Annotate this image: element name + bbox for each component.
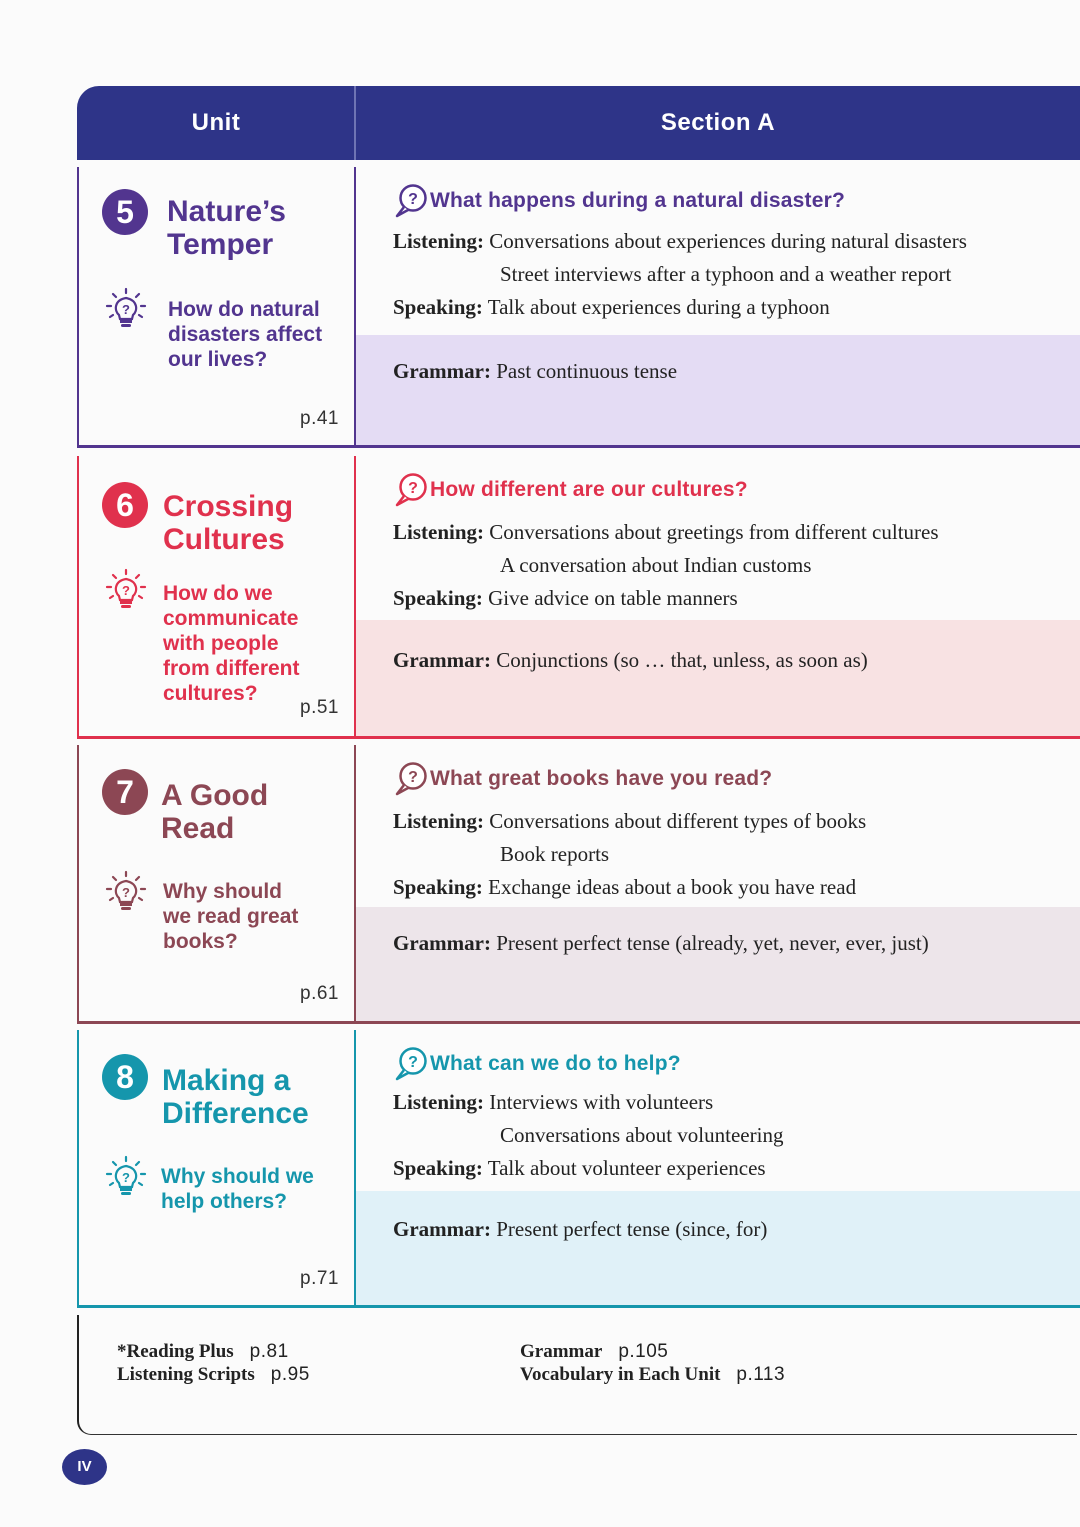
svg-text:?: ?: [122, 1170, 130, 1185]
grammar-label: Grammar:: [393, 648, 491, 672]
listening-label: Listening:: [393, 809, 485, 833]
unit-info-cell: [77, 167, 355, 448]
listening-item: Interviews with volunteers: [489, 1090, 714, 1114]
big-question: How do we communicate with people from different cultures?: [163, 582, 300, 705]
appendix-box: [77, 1315, 1077, 1435]
unit-number-badge: 5: [102, 189, 148, 235]
vocabulary-label: Vocabulary in Each Unit: [520, 1364, 721, 1385]
section-question-text: What great books have you read?: [430, 767, 773, 790]
table-header: [77, 86, 1080, 160]
grammar-band: [356, 620, 1080, 736]
big-question: Why should we help others?: [161, 1165, 314, 1213]
section-a-cell: [356, 456, 1080, 739]
section-question-text: What can we do to help?: [430, 1052, 681, 1075]
section-a-cell: [356, 1030, 1080, 1308]
row-bottom-border: [77, 1021, 1080, 1024]
listening-line-2: [393, 838, 866, 871]
reading-plus-entry: [117, 1341, 289, 1363]
grammar-value: Past continuous tense: [496, 359, 678, 383]
svg-text:?: ?: [122, 583, 130, 598]
grammar-value: Conjunctions (so … that, unless, as soon as): [496, 648, 868, 672]
unit-title: Crossing Cultures: [163, 490, 294, 556]
question-bubble-icon: [394, 472, 428, 508]
grammar-band: [356, 335, 1080, 445]
unit-number-badge: 7: [102, 769, 148, 815]
svg-text:?: ?: [408, 480, 418, 497]
row-bottom-border: [77, 445, 1080, 448]
listening-line: [393, 225, 967, 258]
svg-text:?: ?: [408, 769, 418, 786]
section-a-cell: [356, 167, 1080, 448]
svg-text:?: ?: [122, 885, 130, 900]
section-a-column-header: Section A: [660, 109, 776, 136]
unit-number-badge: 8: [102, 1054, 148, 1100]
unit-info-cell: [77, 745, 355, 1024]
unit-title: A Good Read: [161, 779, 269, 845]
skills-list: [393, 225, 967, 324]
unit-page-ref: p.61: [300, 983, 339, 1004]
unit-row-6: [77, 456, 1080, 739]
listening-scripts-page: p.95: [270, 1364, 310, 1385]
speaking-item: Give advice on table manners: [488, 586, 738, 610]
listening-line-2: [393, 1119, 783, 1152]
listening-scripts-entry: [117, 1364, 310, 1386]
grammar-entry: [520, 1341, 668, 1363]
lightbulb-question-icon: [105, 287, 147, 329]
unit-page-ref: p.71: [300, 1268, 339, 1289]
listening-line-2: [393, 549, 939, 582]
grammar-page: p.105: [618, 1341, 669, 1362]
listening-item: Conversations about different types of books: [489, 809, 867, 833]
skills-list: [393, 516, 939, 615]
speaking-label: Speaking:: [393, 586, 483, 610]
unit-title: Nature’s Temper: [167, 195, 286, 261]
row-bottom-border: [77, 1305, 1080, 1308]
listening-item: A conversation about Indian customs: [500, 553, 812, 577]
unit-row-5: [77, 167, 1080, 448]
big-question: How do natural disasters affect our lives?: [168, 298, 323, 371]
svg-text:?: ?: [122, 302, 130, 317]
unit-row-7: [77, 745, 1080, 1024]
row-bottom-border: [77, 736, 1080, 739]
grammar-line: [393, 931, 929, 956]
reading-plus-page: p.81: [249, 1341, 289, 1362]
speaking-item: Talk about experiences during a typhoon: [487, 295, 830, 319]
grammar-band: [356, 1191, 1080, 1305]
grammar-label: Grammar: [520, 1341, 603, 1362]
svg-text:?: ?: [408, 1054, 418, 1071]
speaking-line: [393, 291, 967, 324]
grammar-line: [393, 1217, 767, 1242]
speaking-line: [393, 1152, 783, 1185]
unit-info-cell: [77, 1030, 355, 1308]
listening-item: Conversations about volunteering: [500, 1123, 784, 1147]
listening-line: [393, 805, 866, 838]
listening-item: Conversations about experiences during natural disasters: [489, 229, 967, 253]
unit-number-badge: 6: [102, 482, 148, 528]
grammar-value: Present perfect tense (already, yet, never, ever, just): [496, 931, 929, 955]
section-question: [394, 183, 845, 219]
section-question: [394, 1046, 681, 1082]
grammar-band: [356, 907, 1080, 1021]
unit-title: Making a Difference: [162, 1064, 309, 1130]
speaking-line: [393, 582, 939, 615]
question-bubble-icon: [394, 761, 428, 797]
speaking-label: Speaking:: [393, 875, 483, 899]
section-question-text: What happens during a natural disaster?: [430, 189, 846, 212]
listening-line: [393, 1086, 783, 1119]
unit-info-cell: [77, 456, 355, 739]
section-question: [394, 472, 748, 508]
lightbulb-question-icon: [105, 870, 147, 912]
listening-label: Listening:: [393, 520, 485, 544]
vocabulary-page: p.113: [736, 1364, 786, 1385]
speaking-label: Speaking:: [393, 1156, 483, 1180]
svg-text:?: ?: [408, 191, 418, 208]
speaking-item: Exchange ideas about a book you have read: [488, 875, 857, 899]
listening-item: Conversations about greetings from different cultures: [489, 520, 939, 544]
big-question: Why should we read great books?: [163, 880, 299, 953]
speaking-label: Speaking:: [393, 295, 483, 319]
skills-list: [393, 1086, 783, 1185]
lightbulb-question-icon: [105, 568, 147, 610]
listening-item: Street interviews after a typhoon and a weather report: [500, 262, 952, 286]
section-question: [394, 761, 772, 797]
reading-plus-label: *Reading Plus: [117, 1341, 234, 1362]
unit-column-header: Unit: [191, 109, 241, 136]
question-bubble-icon: [394, 183, 428, 219]
grammar-label: Grammar:: [393, 359, 491, 383]
lightbulb-question-icon: [105, 1155, 147, 1197]
section-question-text: How different are our cultures?: [430, 478, 748, 501]
listening-scripts-label: Listening Scripts: [117, 1364, 255, 1385]
listening-label: Listening:: [393, 229, 485, 253]
page-number-badge: IV: [62, 1449, 107, 1485]
speaking-line: [393, 871, 866, 904]
unit-page-ref: p.41: [300, 408, 339, 429]
vocabulary-entry: [520, 1364, 785, 1386]
grammar-line: [393, 648, 868, 673]
listening-item: Book reports: [500, 842, 610, 866]
skills-list: [393, 805, 866, 904]
speaking-item: Talk about volunteer experiences: [487, 1156, 766, 1180]
unit-row-8: [77, 1030, 1080, 1308]
grammar-label: Grammar:: [393, 931, 491, 955]
question-bubble-icon: [394, 1046, 428, 1082]
listening-line: [393, 516, 939, 549]
grammar-label: Grammar:: [393, 1217, 491, 1241]
listening-label: Listening:: [393, 1090, 485, 1114]
section-a-cell: [356, 745, 1080, 1024]
grammar-line: [393, 359, 677, 384]
unit-page-ref: p.51: [300, 697, 339, 718]
listening-line-2: [393, 258, 967, 291]
grammar-value: Present perfect tense (since, for): [496, 1217, 768, 1241]
